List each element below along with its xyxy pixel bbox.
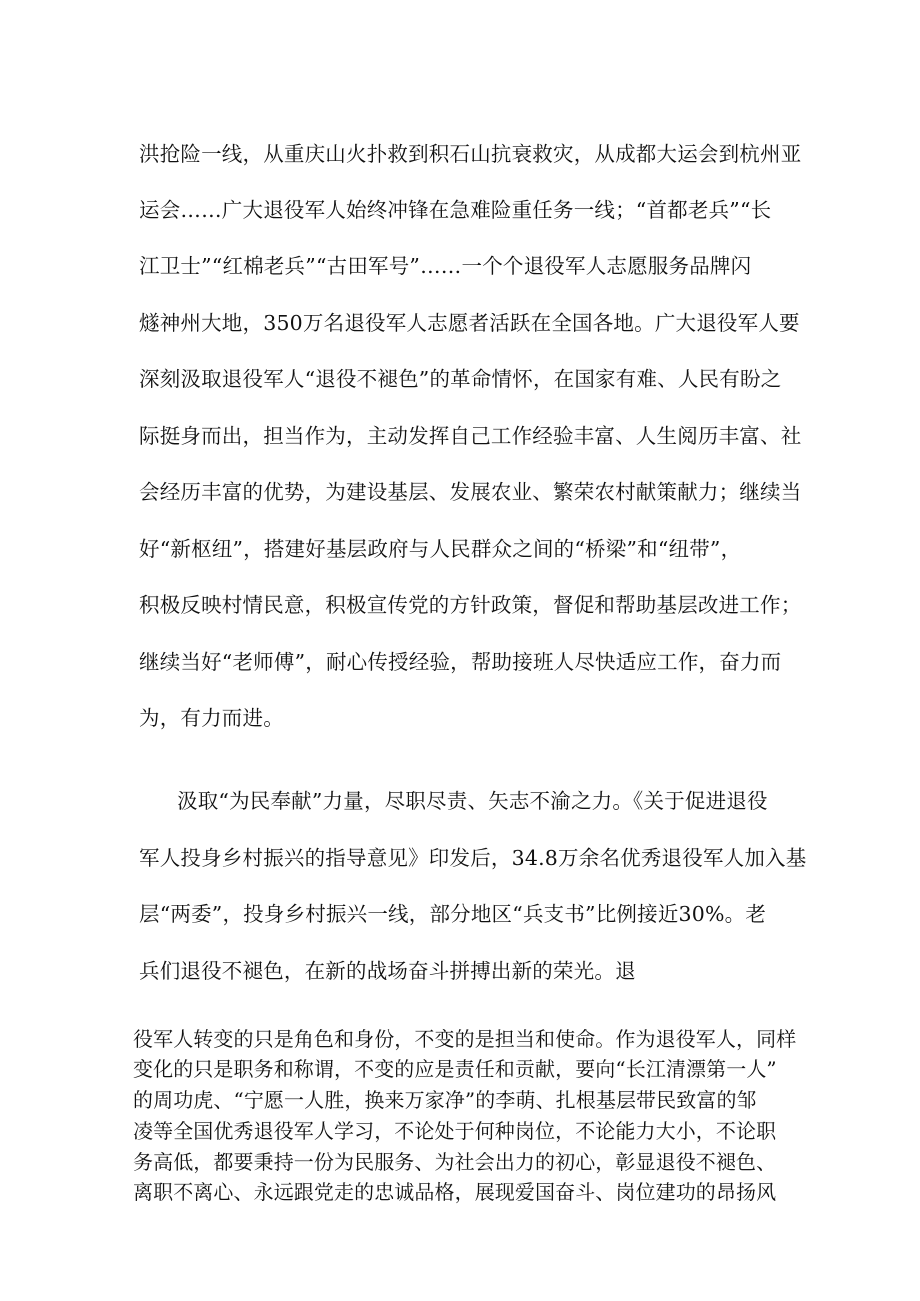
text-line: 积极反映村情民意，积极宣传党的方针政策，督促和帮助基层改进工作； [139, 593, 802, 617]
text-line: 际挺身而出，担当作为，主动发挥自己工作经验丰富、人生阅历丰富、社 [139, 424, 802, 448]
text-line: 会经历丰富的优势，为建设基层、发展农业、繁荣农村献策献力；继续当 [139, 480, 802, 504]
text-line: 离职不离心、永远跟党走的忠诚品格，展现爱国奋斗、岗位建功的昂扬风 [133, 1180, 777, 1204]
text-line: 层“两委”，投身乡村振兴一线，部分地区“兵支书”比例接近30%。老 [139, 902, 767, 926]
text-line: 江卫士”“红棉老兵”“古田军号”……一个个退役军人志愿服务品牌闪 [139, 254, 752, 278]
text-line: 运会……广大退役军人始终冲锋在急难险重任务一线；“首都老兵”“长 [139, 198, 772, 222]
text-line: 为，有力而进。 [139, 706, 284, 730]
text-line: 役军人转变的只是角色和身份，不变的是担当和使命。作为退役军人，同样 [133, 1027, 797, 1051]
text-line: 军人投身乡村振兴的指导意见》印发后，34.8万余名优秀退役军人加入基 [139, 846, 807, 870]
text-line: 继续当好“老师傅”，耐心传授经验，帮助接班人尽快适应工作，奋力而 [139, 650, 782, 674]
text-line: 汲取“为民奉献”力量，尽职尽责、矢志不渝之力。《关于促进退役 [177, 789, 768, 813]
text-line: 兵们退役不褪色，在新的战场奋斗拼搏出新的荣光。退 [139, 959, 636, 983]
text-line: 燧神州大地，350万名退役军人志愿者活跃在全国各地。广大退役军人要 [139, 311, 800, 335]
text-line: 务高低，都要秉持一份为民服务、为社会出力的初心，彰显退役不褪色、 [133, 1150, 777, 1174]
text-line: 的周功虎、“宁愿一人胜，换来万家净”的李萌、扎根基层带民致富的邹 [133, 1088, 757, 1112]
text-line: 好“新枢纽”，搭建好基层政府与人民群众之间的“桥梁”和“纽带”， [139, 537, 742, 561]
text-line: 变化的只是职务和称谓，不变的应是责任和贡献，要向“长江清漂第一人” [133, 1057, 777, 1081]
text-line: 凌等全国优秀退役军人学习，不论处于何种岗位，不论能力大小，不论职 [133, 1119, 777, 1143]
text-line: 洪抢险一线，从重庆山火扑救到积石山抗衰救灾，从成都大运会到杭州亚 [139, 142, 802, 166]
text-line: 深刻汲取退役军人“退役不褪色”的革命情怀，在国家有难、人民有盼之 [139, 367, 782, 391]
